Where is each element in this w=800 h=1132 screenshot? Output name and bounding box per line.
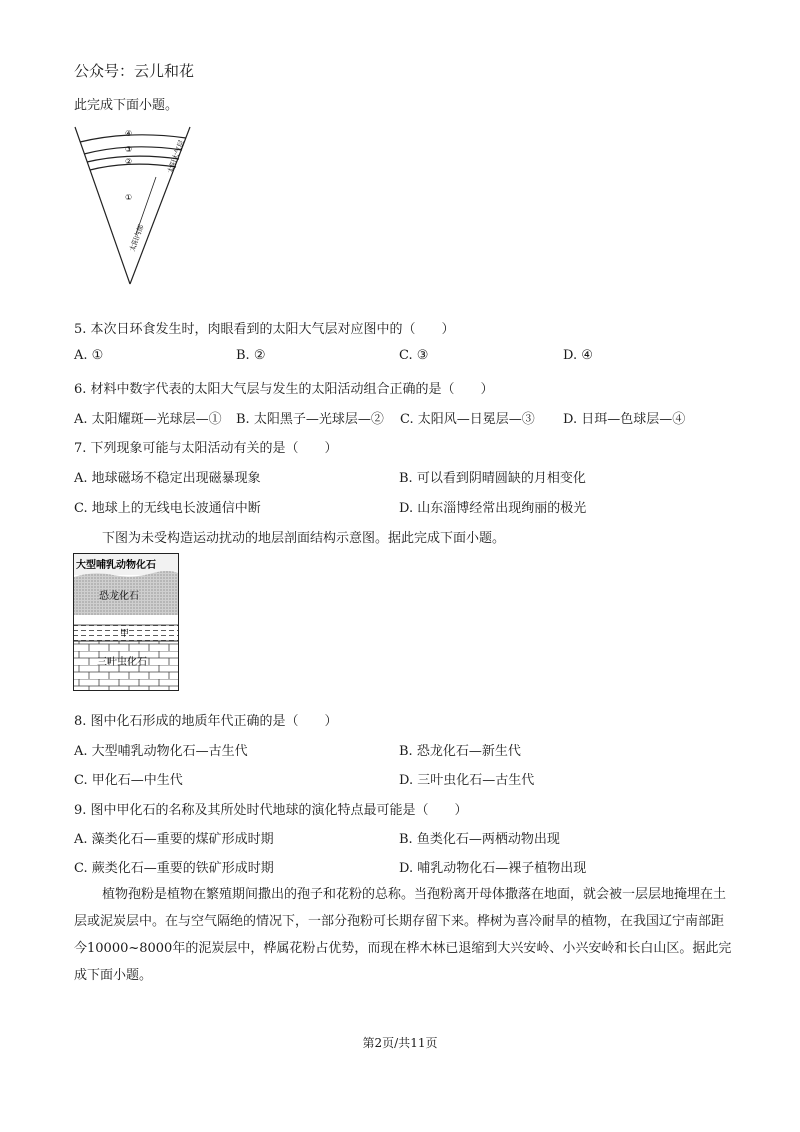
question-9-stem: 9. 图中甲化石的名称及其所处时代地球的演化特点最可能是（ ） [74, 803, 468, 818]
q6-option-a[interactable]: A. 太阳耀斑—光球层—① [74, 412, 222, 427]
label-sun-interior: 太阳内部 [128, 223, 146, 253]
q6-option-c[interactable]: C. 太阳风—日冕层—③ [400, 412, 535, 427]
q7-option-b[interactable]: B. 可以看到阴晴圆缺的月相变化 [399, 471, 586, 486]
layer-boundary-1 [80, 135, 186, 142]
label-sun-atmosphere: 太阳大气层 [166, 139, 186, 175]
q6-option-b[interactable]: B. 太阳黑子—光球层—② [236, 412, 384, 427]
layer-boundary-2 [84, 147, 182, 154]
layer-gap [74, 615, 178, 625]
page-header: 公众号：云儿和花 [74, 62, 195, 80]
layer-label-3: ③ [125, 145, 133, 154]
q9-option-b[interactable]: B. 鱼类化石—两栖动物出现 [399, 832, 560, 847]
question-7-stem: 7. 下列现象可能与太阳活动有关的是（ ） [74, 441, 338, 456]
layer-boundary-3 [87, 156, 179, 162]
label-jia: 甲 [120, 629, 130, 639]
q7-option-a[interactable]: A. 地球磁场不稳定出现磁暴现象 [74, 471, 261, 486]
question-5-stem: 5. 本次日环食发生时，肉眼看到的太阳大气层对应图中的（ ） [74, 322, 455, 337]
q5-option-a[interactable]: A. ① [74, 348, 104, 363]
q5-option-c[interactable]: C. ③ [399, 348, 429, 363]
label-trilobite-fossil: 三叶虫化石 [97, 657, 147, 668]
q8-option-a[interactable]: A. 大型哺乳动物化石—古生代 [74, 744, 248, 759]
label-dinosaur-fossil: 恐龙化石 [99, 591, 139, 602]
q6-option-d[interactable]: D. 日珥—色球层—④ [563, 412, 686, 427]
q7-option-c[interactable]: C. 地球上的无线电长波通信中断 [74, 501, 261, 516]
layer-boundary-4 [90, 164, 176, 170]
question-8-stem: 8. 图中化石形成的地质年代正确的是（ ） [74, 714, 338, 729]
q8-option-b[interactable]: B. 恐龙化石—新生代 [399, 744, 521, 759]
q9-option-c[interactable]: C. 蕨类化石—重要的铁矿形成时期 [74, 861, 274, 876]
q7-option-d[interactable]: D. 山东淄博经常出现绚丽的极光 [399, 501, 587, 516]
q5-option-d[interactable]: D. ④ [563, 348, 593, 363]
page-number: 第2页/共11页 [362, 1036, 438, 1050]
q8-option-d[interactable]: D. 三叶虫化石—古生代 [399, 773, 535, 788]
intro-text: 此完成下面小题。 [74, 98, 179, 113]
question-6-stem: 6. 材料中数字代表的太阳大气层与发生的太阳活动组合正确的是（ ） [74, 382, 494, 397]
q9-option-a[interactable]: A. 藻类化石—重要的煤矿形成时期 [74, 832, 274, 847]
layer-label-4: ④ [125, 129, 133, 138]
label-mammal-fossil: 大型哺乳动物化石 [76, 560, 156, 571]
layer-label-2: ② [125, 157, 133, 166]
sun-structure-diagram [70, 122, 210, 292]
q9-option-d[interactable]: D. 哺乳动物化石—裸子植物出现 [399, 861, 587, 876]
section-2-intro: 下图为未受构造运动扰动的地层剖面结构示意图。据此完成下面小题。 [102, 531, 506, 546]
layer-label-1: ① [125, 193, 133, 202]
strata-section-diagram [73, 553, 179, 691]
q5-option-b[interactable]: B. ② [236, 348, 266, 363]
q8-option-c[interactable]: C. 甲化石—中生代 [74, 773, 183, 788]
passage-pollen: 植物孢粉是植物在繁殖期间撒出的孢子和花粉的总称。当孢粉离开母体撒落在地面，就会被一层层地掩埋在土层或泥炭层中。在与空气隔绝的情况下，一部分孢粉可长期存留下来。桦树为喜冷耐旱的植物，在我国辽宁南部距今10000~8000年的泥炭层中，桦属花粉占优势，而现在桦木林已退缩到大兴安岭、小兴安岭和长白山区。据此完成下面小题。 [74, 887, 732, 983]
